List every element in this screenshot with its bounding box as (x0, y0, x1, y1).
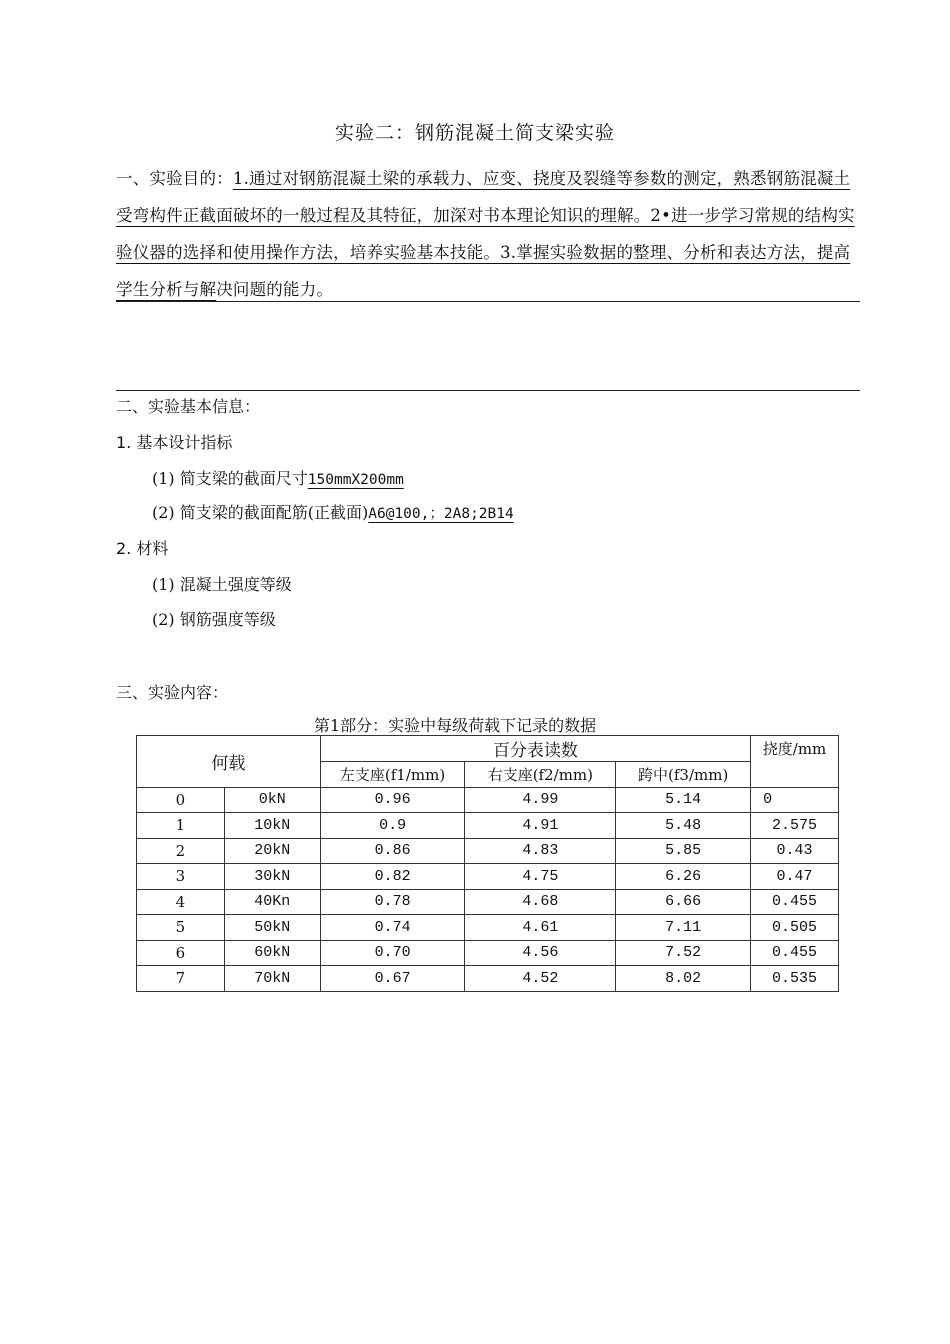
load-cell: 10kN (224, 813, 320, 839)
sub-label: 混凝土强度等级 (179, 575, 292, 594)
right-support-cell: 4.91 (465, 813, 616, 839)
table-row (137, 940, 839, 966)
load-cell: 50kN (224, 915, 320, 941)
left-support-cell: 0.86 (320, 838, 465, 864)
divider-top (116, 301, 860, 302)
sub-number: (2) (152, 503, 175, 522)
sub-number: (1) (152, 575, 175, 594)
table-row (137, 864, 839, 890)
table-row (137, 838, 839, 864)
load-cell: 0kN (224, 787, 320, 813)
sub-reinforcement (152, 500, 514, 523)
deflection-cell: 0.505 (751, 915, 839, 941)
table-row (137, 915, 839, 941)
left-support-cell: 0.78 (320, 889, 465, 915)
table-row (137, 966, 839, 992)
item-number: 1. (116, 433, 132, 452)
section-size-value: 150mmX200mm (307, 472, 404, 488)
right-support-cell: 4.83 (465, 838, 616, 864)
deflection-cell: 0.47 (751, 864, 839, 890)
row-index-cell: 5 (137, 915, 225, 941)
purpose-text-plain: 决问题的能力。 (216, 280, 334, 299)
sub-steel-grade (152, 607, 276, 630)
load-cell: 20kN (224, 838, 320, 864)
midspan-cell: 7.52 (616, 940, 751, 966)
purpose-paragraph (116, 160, 860, 308)
right-support-cell: 4.61 (465, 915, 616, 941)
reinforcement-value: A6@100,；2A8;2B14 (368, 506, 514, 522)
left-support-cell: 0.82 (320, 864, 465, 890)
sub-label: 钢筋强度等级 (179, 610, 276, 629)
header-left-support: 左支座(f1/mm) (320, 762, 465, 788)
row-index-cell: 1 (137, 813, 225, 839)
right-support-cell: 4.99 (465, 787, 616, 813)
row-index-cell: 0 (137, 787, 225, 813)
header-dial-reading: 百分表读数 (320, 736, 750, 762)
table-row (137, 813, 839, 839)
right-support-cell: 4.56 (465, 940, 616, 966)
divider-bottom (116, 390, 860, 391)
item-label: 材料 (136, 539, 169, 558)
purpose-text-underlined: 1.通过对钢筋混凝土梁的承载力、应变、挠度及裂缝等参数的测定，熟悉钢筋混凝土受弯构件正截面破坏的一般过程及其特征，加深对书本理论知识的理解。2•进一步学习常规的结构实验仪器的选择和使用操作方法，培养实验基本技能。3.掌握实验数据的整理、分析和表达方法，提高学生分析与解 (116, 169, 855, 299)
sub-label: 简支梁的截面尺寸 (179, 469, 308, 488)
item-design-index (116, 430, 232, 453)
table-row (137, 889, 839, 915)
header-deflection: 挠度/mm (751, 736, 839, 788)
right-support-cell: 4.52 (465, 966, 616, 992)
left-support-cell: 0.9 (320, 813, 465, 839)
section3-heading: 三、实验内容： (116, 683, 229, 702)
sub-number: (2) (152, 610, 175, 629)
sub-number: (1) (152, 469, 175, 488)
item-label: 基本设计指标 (136, 433, 233, 452)
midspan-cell: 8.02 (616, 966, 751, 992)
right-support-cell: 4.75 (465, 864, 616, 890)
midspan-cell: 5.14 (616, 787, 751, 813)
deflection-cell: 0.535 (751, 966, 839, 992)
left-support-cell: 0.96 (320, 787, 465, 813)
sub-label: 简支梁的截面配筋(正截面) (179, 503, 369, 522)
midspan-cell: 7.11 (616, 915, 751, 941)
row-index-cell: 2 (137, 838, 225, 864)
deflection-cell: 2.575 (751, 813, 839, 839)
row-index-cell: 7 (137, 966, 225, 992)
left-support-cell: 0.70 (320, 940, 465, 966)
header-load: 何载 (137, 736, 321, 788)
table-caption: 第1部分：实验中每级荷载下记录的数据 (313, 716, 597, 735)
row-index-cell: 4 (137, 889, 225, 915)
table-row (137, 787, 839, 813)
data-table (136, 735, 839, 992)
load-cell: 60kN (224, 940, 320, 966)
load-cell: 40Kn (224, 889, 320, 915)
left-support-cell: 0.67 (320, 966, 465, 992)
item-number: 2. (116, 539, 132, 558)
load-cell: 70kN (224, 966, 320, 992)
item-materials (116, 536, 168, 559)
sub-concrete-grade (152, 572, 292, 595)
midspan-cell: 6.26 (616, 864, 751, 890)
row-index-cell: 6 (137, 940, 225, 966)
midspan-cell: 6.66 (616, 889, 751, 915)
sub-section-size (152, 466, 404, 489)
deflection-cell: 0.455 (751, 940, 839, 966)
section2-heading: 二、实验基本信息： (116, 397, 261, 416)
page-title: 实验二：钢筋混凝土简支梁实验 (334, 122, 615, 144)
purpose-label: 一、实验目的： (116, 169, 233, 188)
table-header-row (137, 736, 839, 762)
right-support-cell: 4.68 (465, 889, 616, 915)
row-index-cell: 3 (137, 864, 225, 890)
header-right-support: 右支座(f2/mm) (465, 762, 616, 788)
left-support-cell: 0.74 (320, 915, 465, 941)
deflection-cell: 0.455 (751, 889, 839, 915)
midspan-cell: 5.48 (616, 813, 751, 839)
deflection-cell: 0.43 (751, 838, 839, 864)
midspan-cell: 5.85 (616, 838, 751, 864)
header-midspan: 跨中(f3/mm) (616, 762, 751, 788)
load-cell: 30kN (224, 864, 320, 890)
deflection-cell: 0 (751, 787, 839, 813)
